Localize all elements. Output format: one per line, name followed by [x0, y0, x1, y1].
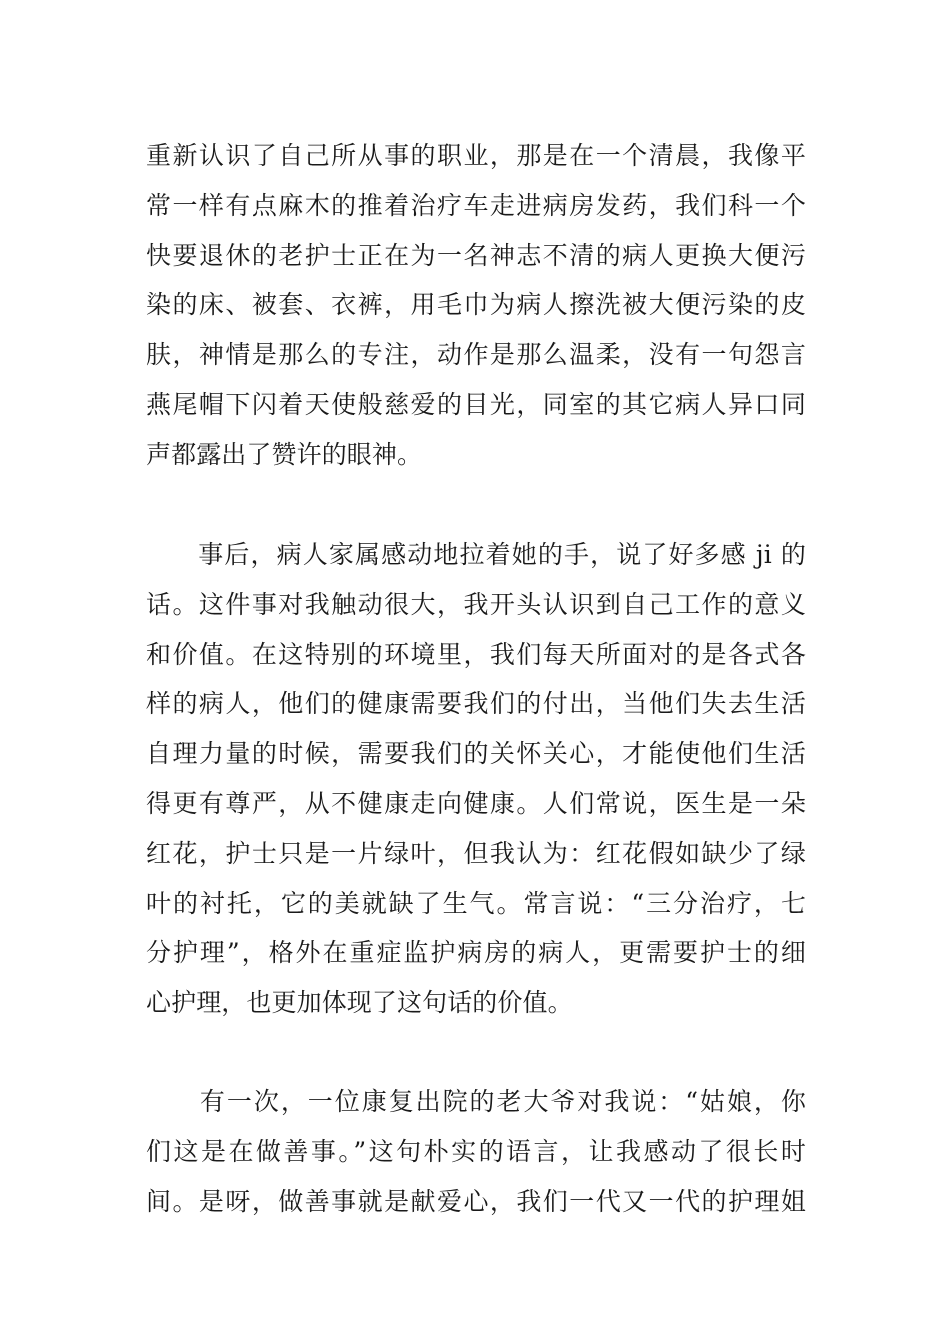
paragraph-1 — [146, 131, 806, 480]
text-line: 重新认识了自己所从事的职业，那是在一个清晨，我像平 — [146, 141, 806, 170]
text-line: 样的病人，他们的健康需要我们的付出，当他们失去生活 — [146, 689, 806, 719]
text-line: 话。这件事对我触动很大，我开头认识到自己工作的意义 — [146, 589, 806, 619]
text-line: 燕尾帽下闪着天使般慈爱的目光，同室的其它病人异口同 — [146, 389, 806, 419]
text-line: 得更有尊严，从不健康走向健康。人们常说，医生是一朵 — [146, 788, 806, 818]
text-line: 们这是在做善事。”这句朴实的语言，让我感动了很长时 — [146, 1136, 806, 1166]
paragraph-3 — [146, 1077, 806, 1226]
text-line: 事后，病人家属感动地拉着她的手，说了好多感 ji 的 — [146, 540, 806, 569]
text-line: 声都露出了赞许的眼神。 — [146, 439, 423, 469]
text-line: 快要退休的老护士正在为一名神志不清的病人更换大便污 — [146, 240, 806, 270]
text-line: 间。是呀，做善事就是献爱心，我们一代又一代的护理姐 — [146, 1186, 806, 1216]
text-line: 常一样有点麻木的推着治疗车走进病房发药，我们科一个 — [146, 190, 806, 220]
text-line: 心护理，也更加体现了这句话的价值。 — [146, 988, 573, 1018]
paragraph-2 — [146, 530, 806, 1028]
text-line: 和价值。在这特别的环境里，我们每天所面对的是各式各 — [146, 639, 806, 669]
text-line: 叶的衬托，它的美就缺了生气。常言说：“三分治疗，七 — [146, 888, 806, 918]
text-line: 自理力量的时候，需要我们的关怀关心，才能使他们生活 — [146, 739, 806, 769]
text-line: 有一次，一位康复出院的老大爷对我说：“姑娘，你 — [146, 1087, 806, 1116]
text-line: 分护理”，格外在重症监护病房的病人，更需要护士的细 — [146, 938, 806, 968]
text-line: 红花，护士只是一片绿叶，但我认为：红花假如缺少了绿 — [146, 838, 806, 868]
text-line: 肤，神情是那么的专注，动作是那么温柔，没有一句怨言 — [146, 340, 806, 370]
text-line: 染的床、被套、衣裤，用毛巾为病人擦洗被大便污染的皮 — [146, 290, 806, 320]
